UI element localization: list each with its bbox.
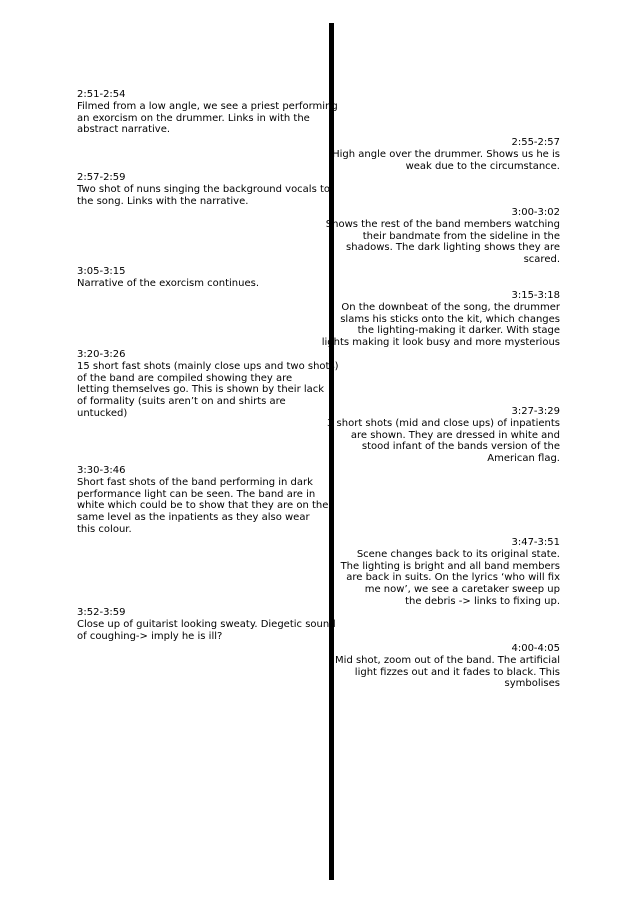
entry-time: 3:30-3:46 bbox=[77, 465, 126, 476]
entry-time: 3:05-3:15 bbox=[77, 266, 126, 277]
entry-description: Narrative of the exorcism continues. bbox=[77, 277, 260, 289]
entry-description: Mid shot, zoom out of the band. The artificial light fizzes out and it fades to black. This symbolises bbox=[335, 654, 560, 690]
entry-description: Close up of guitarist looking sweaty. Diegetic sound of coughing-> imply he is ill? bbox=[77, 618, 336, 642]
entry-time: 2:55-2:57 bbox=[511, 137, 560, 148]
entry-description: High angle over the drummer. Shows us he is weak due to the circumstance. bbox=[332, 148, 560, 172]
timeline-entry bbox=[320, 137, 560, 172]
entry-description: 3 short shots (mid and close ups) of inpatients are shown. They are dressed in white and stood infant of the bands version of the American flag. bbox=[327, 417, 560, 465]
entry-description: Filmed from a low angle, we see a priest performing an exorcism on the drummer. Links in with the abstract narrative. bbox=[77, 100, 338, 136]
entry-description: Shows the rest of the band members watching their bandmate from the sideline in the shadows. The dark lighting shows they are scared. bbox=[325, 218, 560, 266]
entry-time: 3:20-3:26 bbox=[77, 349, 126, 360]
entry-description: Two shot of nuns singing the background vocals to the song. Links with the narrative. bbox=[77, 183, 331, 207]
entry-time: 3:27-3:29 bbox=[511, 406, 560, 417]
timeline-entry bbox=[310, 406, 560, 465]
timeline-entry bbox=[77, 266, 339, 290]
timeline-entry bbox=[320, 643, 560, 690]
timeline-entry bbox=[77, 349, 339, 420]
entry-time: 3:47-3:51 bbox=[511, 537, 560, 548]
entry-description: Short fast shots of the band performing in dark performance light can be seen. The band are in white which could be to show that they are on the same level as the inpatients as they also wear this colour. bbox=[77, 476, 329, 535]
entry-time: 3:00-3:02 bbox=[511, 207, 560, 218]
timeline-entry bbox=[320, 537, 560, 608]
entry-description: Scene changes back to its original state. The lighting is bright and all band members are back in suits. On the lyrics ‘who will fix me now’, we see a caretaker sweep up the debris -> links to fixing up. bbox=[340, 548, 560, 607]
entry-time: 2:57-2:59 bbox=[77, 172, 126, 183]
timeline-entry bbox=[320, 207, 560, 266]
entry-time: 3:15-3:18 bbox=[511, 290, 560, 301]
entry-time: 2:51-2:54 bbox=[77, 89, 126, 100]
timeline-entry bbox=[77, 89, 339, 136]
entry-time: 3:52-3:59 bbox=[77, 607, 126, 618]
timeline-entry bbox=[77, 172, 339, 207]
entry-time: 4:00-4:05 bbox=[511, 643, 560, 654]
entry-description: On the downbeat of the song, the drummer slams his sticks onto the kit, which changes the lighting-making it darker. With stage lights making it look busy and more mysterious bbox=[321, 301, 560, 349]
timeline-entry bbox=[310, 290, 560, 349]
timeline-entry bbox=[77, 607, 339, 642]
entry-description: 15 short fast shots (mainly close ups and two shots) of the band are compiled showing they are letting themselves go. This is shown by their lack of formality (suits aren’t on and shirts are untucked) bbox=[77, 360, 339, 419]
timeline-entry bbox=[77, 465, 339, 536]
